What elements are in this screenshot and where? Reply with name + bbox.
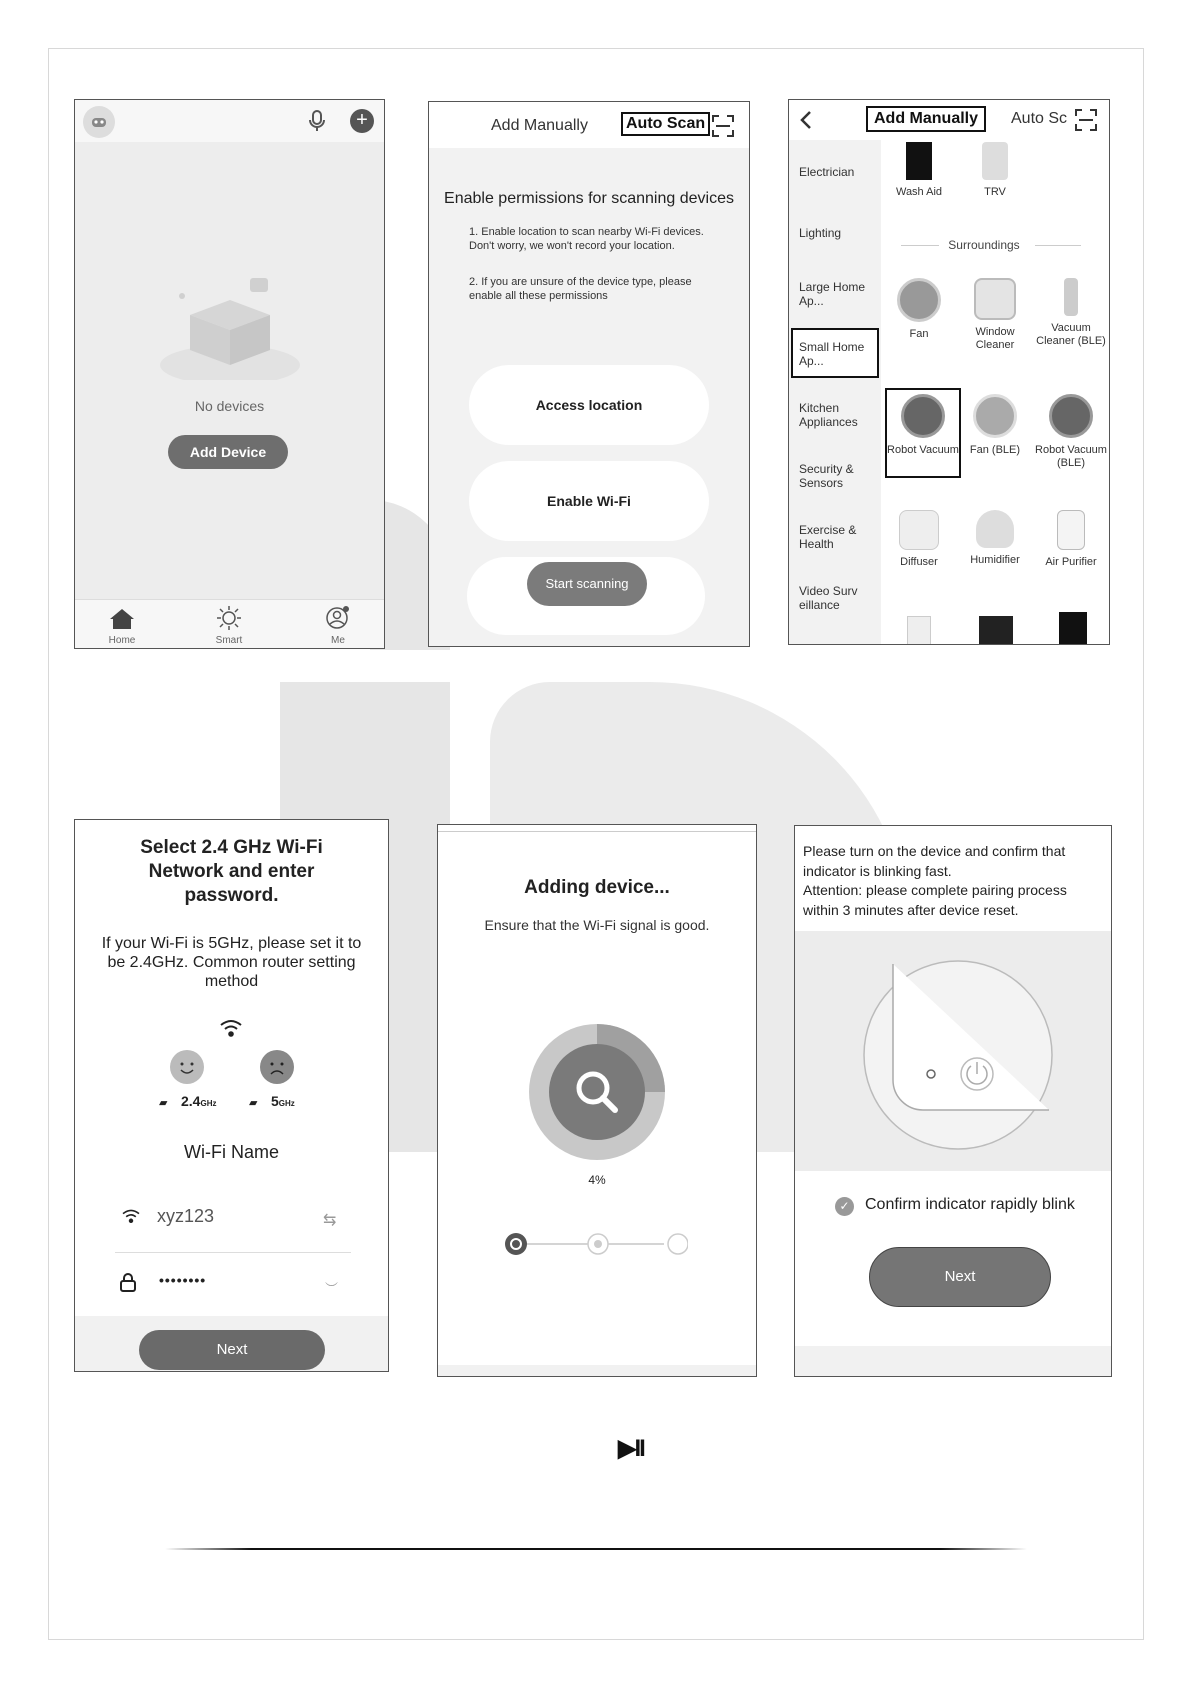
instruction-line-4: within 3 minutes after device reset. xyxy=(803,901,1019,918)
category-large-home-appliances[interactable]: Large Home Ap... xyxy=(799,280,866,308)
device-label: Fan (BLE) xyxy=(969,444,1021,456)
avatar[interactable] xyxy=(83,106,115,138)
screen-auto-scan xyxy=(428,101,750,647)
bottom-nav xyxy=(75,599,384,648)
device-window-cleaner[interactable] xyxy=(959,278,1031,352)
device-wash-aid[interactable] xyxy=(883,142,955,199)
fan-icon xyxy=(897,278,941,322)
play-pause-icon: ▶II xyxy=(618,1435,644,1462)
device-air-purifier[interactable] xyxy=(1035,510,1107,569)
home-topbar xyxy=(75,100,384,142)
vacuum-cleaner-icon xyxy=(1064,278,1078,316)
start-scanning-button[interactable]: Start scanning xyxy=(527,562,647,606)
device-label: Wash Aid xyxy=(895,186,943,198)
screen-home xyxy=(74,99,385,649)
device-partial-1 xyxy=(907,616,931,645)
wifi-next-button[interactable]: Next xyxy=(139,1330,325,1370)
instruction-line-2: indicator is blinking fast. xyxy=(803,862,952,879)
category-lighting[interactable]: Lighting xyxy=(799,226,842,240)
footer-band xyxy=(438,1365,756,1376)
category-security-sensors[interactable]: Security & Sensors xyxy=(799,462,854,490)
wifi-note: If your Wi-Fi is 5GHz, please set it to be 2.4GHz. Common router setting method xyxy=(101,935,362,990)
device-label: Robot Vacuum xyxy=(887,444,959,456)
device-label: TRV xyxy=(984,186,1006,198)
instruction-line-3: Attention: please complete pairing process xyxy=(803,882,1067,898)
robot-vacuum-icon xyxy=(1049,394,1093,438)
screen-wifi xyxy=(74,819,389,1372)
device-label: Humidifier xyxy=(970,554,1020,566)
device-label: Window Cleaner xyxy=(975,326,1015,351)
add-circle-icon[interactable]: + xyxy=(350,109,374,133)
category-kitchen-appliances[interactable]: Kitchen Appliances xyxy=(799,401,858,429)
search-progress-ring xyxy=(529,1024,665,1165)
diffuser-icon xyxy=(899,510,939,550)
device-vacuum-cleaner-ble[interactable] xyxy=(1035,278,1107,348)
trv-icon xyxy=(982,142,1008,180)
tab-auto-scan-inactive[interactable]: Auto Sc xyxy=(1011,110,1068,127)
router-icon: ▰ xyxy=(249,1097,258,1109)
permission-item-2: 2. If you are unsure of the device type, please enable all these permissions xyxy=(469,276,692,302)
band-24ghz xyxy=(181,1093,216,1109)
router-icon: ▰ xyxy=(159,1097,168,1109)
device-partial-2 xyxy=(979,616,1013,644)
device-diffuser[interactable] xyxy=(883,510,955,569)
window-cleaner-icon xyxy=(974,278,1016,320)
device-robot-vacuum[interactable] xyxy=(887,394,959,457)
tab-add-manually[interactable]: Add Manually xyxy=(491,117,588,134)
section-divider-right xyxy=(1035,245,1081,246)
check-circle-icon[interactable]: ✓ xyxy=(835,1197,854,1216)
screen-confirm-indicator xyxy=(794,825,1112,1377)
adding-subtitle: Ensure that the Wi-Fi signal is good. xyxy=(484,917,710,933)
confirm-blink-label[interactable]: Confirm indicator rapidly blink xyxy=(865,1196,1075,1213)
air-purifier-icon xyxy=(1057,510,1085,550)
access-location-button[interactable]: Access location xyxy=(469,365,709,445)
password-input[interactable]: •••••••• xyxy=(159,1272,207,1288)
permissions-title: Enable permissions for scanning devices xyxy=(444,190,734,207)
microphone-icon[interactable] xyxy=(307,109,327,138)
category-sidebar xyxy=(789,140,881,644)
device-label: Vacuum Cleaner (BLE) xyxy=(1036,322,1106,347)
band-24-unit: GHz xyxy=(200,1099,217,1108)
fan-icon xyxy=(973,394,1017,438)
switch-network-icon[interactable]: ⇆ xyxy=(323,1212,337,1229)
wash-aid-icon xyxy=(906,142,932,180)
progress-steps xyxy=(502,1229,688,1264)
ssid-underline xyxy=(115,1252,351,1253)
device-fan-ble[interactable] xyxy=(959,394,1031,457)
sun-icon[interactable] xyxy=(217,606,241,635)
device-label: Robot Vacuum (BLE) xyxy=(1035,444,1107,469)
no-devices-text: No devices xyxy=(194,398,265,414)
category-video-surveillance[interactable]: Video Surv eillance xyxy=(799,584,858,612)
empty-box-illustration xyxy=(160,270,300,385)
device-label: Air Purifier xyxy=(1045,556,1097,568)
device-partial-3 xyxy=(1059,612,1087,644)
screen-adding-device xyxy=(437,824,757,1377)
device-label: Fan xyxy=(909,328,929,340)
enable-wifi-button[interactable]: Enable Wi-Fi xyxy=(469,461,709,541)
screen-add-manually xyxy=(788,99,1110,645)
scan-frame-icon[interactable] xyxy=(1075,109,1097,136)
device-humidifier[interactable] xyxy=(959,510,1031,567)
wifi-small-icon xyxy=(121,1208,141,1229)
add-device-button[interactable]: Add Device xyxy=(168,435,288,469)
device-illustration xyxy=(863,960,1053,1155)
bottom-rule xyxy=(165,1548,1027,1550)
wifi-icon xyxy=(219,1018,243,1043)
band-5-unit: GHz xyxy=(278,1099,295,1108)
sad-face-icon xyxy=(260,1050,294,1084)
back-icon[interactable] xyxy=(799,110,813,135)
robot-vacuum-icon xyxy=(901,394,945,438)
instructions-block xyxy=(803,842,1103,920)
device-label: Diffuser xyxy=(900,556,938,568)
home-icon[interactable] xyxy=(109,608,135,635)
top-rule xyxy=(438,831,756,832)
confirm-next-button[interactable]: Next xyxy=(869,1247,1051,1307)
progress-percent: 4% xyxy=(588,1173,606,1187)
category-exercise-health[interactable]: Exercise & Health xyxy=(799,523,857,551)
lock-icon xyxy=(119,1272,137,1297)
happy-face-icon xyxy=(170,1050,204,1084)
wifi-name-label: Wi-Fi Name xyxy=(184,1142,279,1162)
instruction-line-1: Please turn on the device and confirm that xyxy=(803,843,1066,859)
eye-closed-icon[interactable]: ︶ xyxy=(325,1281,339,1296)
adding-title: Adding device... xyxy=(524,877,670,898)
scan-frame-icon[interactable] xyxy=(712,115,734,142)
nav-me[interactable]: Me xyxy=(331,635,345,646)
section-title-surroundings: Surroundings xyxy=(948,238,1020,252)
nav-smart[interactable]: Smart xyxy=(215,635,243,646)
permission-item-1: 1. Enable location to scan nearby Wi-Fi devices. Don't worry, we won't record your location. xyxy=(469,226,704,252)
device-robot-vacuum-ble[interactable] xyxy=(1035,394,1107,470)
device-fan[interactable] xyxy=(883,278,955,341)
category-electrician[interactable]: Electrician xyxy=(799,165,855,179)
device-trv[interactable] xyxy=(959,142,1031,199)
band-5ghz xyxy=(271,1093,295,1109)
humidifier-icon xyxy=(976,510,1014,548)
category-small-home-appliances[interactable]: Small Home Ap... xyxy=(799,340,865,368)
tab-auto-scan[interactable]: Auto Scan xyxy=(623,114,708,134)
band-24-value: 2.4 xyxy=(181,1093,201,1109)
nav-home[interactable]: Home xyxy=(108,635,136,646)
ssid-input[interactable]: xyz123 xyxy=(157,1206,215,1226)
band-5-value: 5 xyxy=(271,1093,279,1109)
profile-icon[interactable] xyxy=(325,606,351,635)
tab-add-manually-active[interactable]: Add Manually xyxy=(868,108,984,130)
footer-band xyxy=(795,1346,1111,1376)
wifi-title: Select 2.4 GHz Wi-Fi Network and enter password. xyxy=(140,837,323,906)
